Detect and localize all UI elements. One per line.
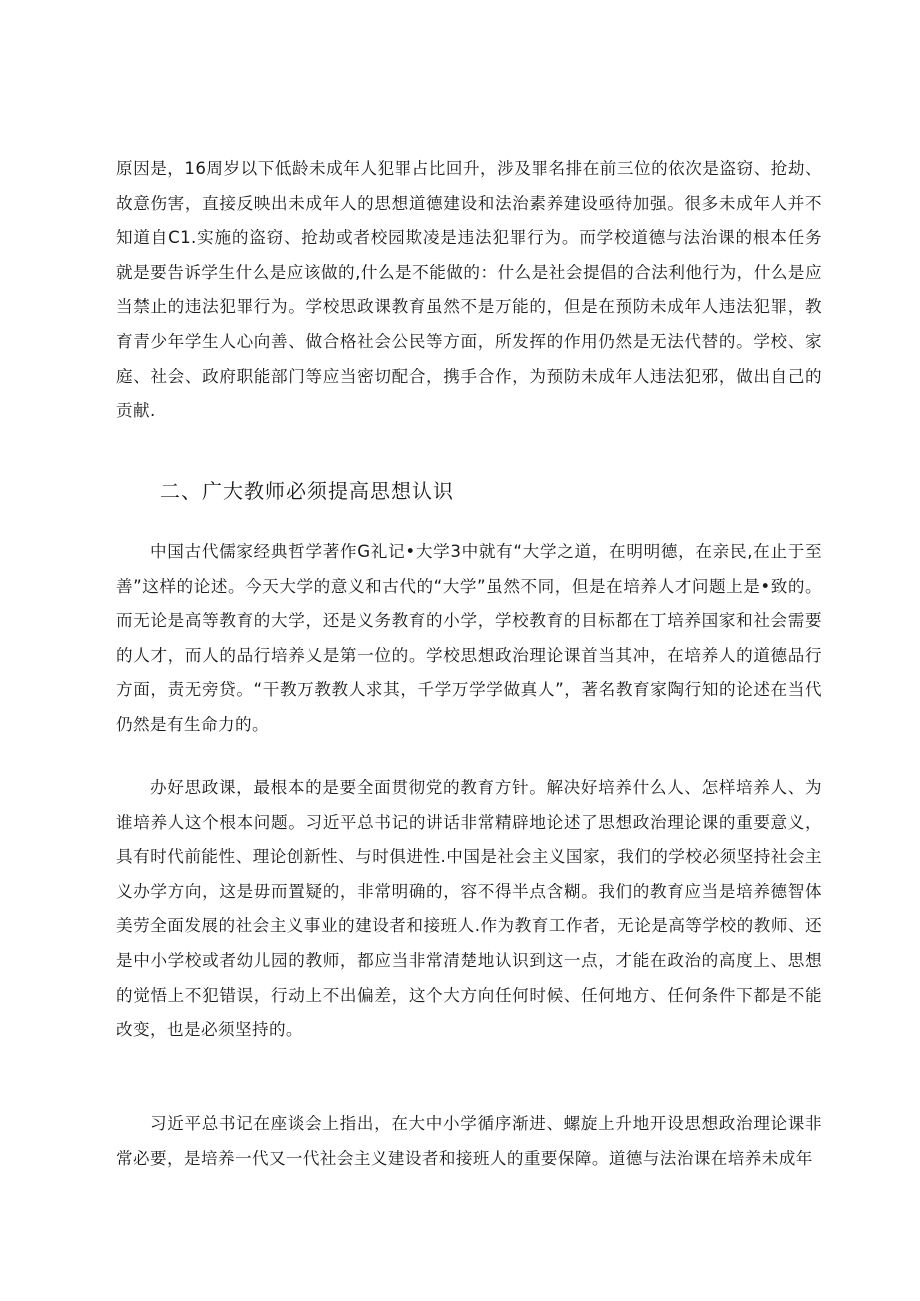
body-paragraph: 习近平总书记在座谈会上指出，在大中小学循序渐进、螺旋上升地开设思想政治理论课非常必要，是培养一代又一代社会主义建设者和接班人的重要保障。道德与法治课在培养未成年 xyxy=(116,1114,822,1168)
body-paragraph: 原因是，16周岁以下低龄未成年人犯罪占比回升，涉及罪名排在前三位的依次是盗窃、抢劫、故意伤害，直接反映出未成年人的思想道德建设和法治素养建设亟待加强。很多未成年人并不知道自C1.实施的盗窃、抢劫或者校园欺凌是违法犯罪行为。而学校道德与法治课的根本任务就是要告诉学生什么是应该做的,什么是不能做的：什么是社会提倡的合法利他行为，什么是应当禁止的违法犯罪行为。学校思政课教育虽然不是万能的，但是在预防未成年人违法犯罪，教育青少年学生人心向善、做合格社会公民等方面，所发挥的作用仍然是无法代替的。学校、家庭、社会、政府职能部门等应当密切配合，携手合作，为预防未成年人违法犯邪，做出自己的贡献. xyxy=(116,159,822,421)
section-heading: 二、广大教师必须提高思想认识 xyxy=(160,479,454,503)
body-paragraph: 办好思政课，最根本的是要全面贯彻党的教育方针。解决好培养什么人、怎样培养人、为谁培养人这个根本问题。习近平总书记的讲话非常精辟地论述了思想政治理论课的重要意义，具有时代前能性、理论创新性、与时俱进性.中国是社会主义国家，我们的学校必须坚持社会主义办学方向，这是毋而置疑的，非常明确的，容不得半点含糊。我们的教育应当是培养德智体美劳全面发展的社会主义事业的建设者和接班人.作为教育工作者，无论是高等学校的教师、还是中小学校或者幼儿园的教师，都应当非常清楚地认识到这一点，才能在政治的高度上、思想的觉悟上不犯错误，行动上不出偏差，这个大方向任何时候、任何地方、任何条件下都是不能改变，也是必须坚持的。 xyxy=(116,778,822,1040)
body-paragraph: 中国古代儒家经典哲学著作G礼记•大学3中就有“大学之道，在明明德，在亲民,在止于至善”这样的论述。今天大学的意义和古代的“大学”虽然不同，但是在培养人才问题上是•致的。而无论是高等教育的大学，还是义务教育的小学，学校教育的目标都在丁培养国家和社会需要的人才，而人的品行培养乂是第一位的。学校思想政治理论课首当其冲，在培养人的道德品行方面，责无旁贷。“干教万教教人求其，千学万学学做真人”，著名教育家陶行知的论述在当代仍然是有生命力的。 xyxy=(116,542,822,734)
